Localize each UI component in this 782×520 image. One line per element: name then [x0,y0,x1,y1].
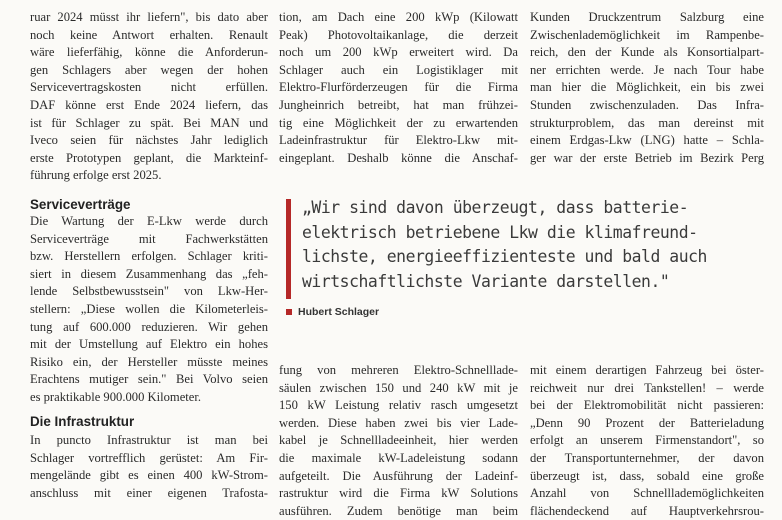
column-1-top-text [30,9,268,185]
column-1-infra-text [30,432,268,502]
text-line: fung von mehreren Elektro-Schnelllade- [279,363,518,377]
text-line: Jungheinrich betreibt, hat man frühzei- [279,97,518,112]
text-line: Zwischenlademöglichkeit im Rampenbe- [530,27,764,42]
text-line: In puncto Infrastruktur ist man bei [30,433,268,447]
text-line: Serviceverträge mit Fachwerkstätten [30,231,268,246]
text-line: lende Selbstbewusstsein" von Lkw-Her- [30,284,268,299]
text-line: ger war der erste Betrieb im Bezirk Perg [530,150,764,165]
text-line: reichweit nur drei Tankstellen! – werde [530,380,764,395]
text-line: säulen zwischen 150 und 240 kW mit je [279,380,518,395]
text-line: einem Erdgas-Lkw (LNG) hatte – Schla- [530,133,764,148]
text-line: Iveco seien für nächstes Jahr lediglich [30,133,268,148]
quote-text [302,196,754,294]
text-line: anschluss mit einer eigenen Trafosta- [30,485,268,500]
column-1-bottom-text [30,213,268,407]
text-line: ruar 2024 müsst ihr liefern", bis dato aber [30,10,268,24]
text-line: mit der Umstellung auf Elektro ein hohes [30,337,268,352]
column-2-top-text [279,9,518,167]
text-line: Elektro-Flurförderzeugen für die Firma [279,80,518,95]
text-line: noch um 200 kWp erweitert wird. Da [279,45,518,60]
text-line: erste Prototypen geplant, die Markteinf- [30,150,268,165]
text-line: überzeugt ist, dass, sobald eine große [530,468,764,483]
subheading-infrastruktur: Die Infrastruktur [30,414,135,429]
text-line: ist für Schlager zu spät. Bei MAN und [30,115,268,130]
text-line: flächendeckend auf Hauptverkehrsrou- [530,503,764,518]
text-line: rastruktur wird die Firma kW Solutions [279,486,518,501]
text-line: Anzahl von Schnelllademöglichkeiten [530,486,764,501]
text-line: „Denn 90 Prozent der Batterieladung [530,415,764,430]
column-2-bottom-text [279,362,518,520]
text-line: ausführen. Zudem benötige man beim [279,503,518,518]
text-line: werden. Diese haben zwei bis vier Lade- [279,415,518,430]
subheading-serviceverträge: Serviceverträge [30,197,131,212]
quote-author: Hubert Schlager [298,306,380,318]
quote-line: lichste, energieeffizienteste und bald auch [302,247,707,266]
text-line: stellern: „Diese wollen die Kilometerleis- [30,301,268,316]
text-line: reich, den der Kunde als Konsortialpart- [530,45,764,60]
column-3-bottom-text [530,362,764,520]
text-line: Schlager auch ein Logistiklager mit [279,62,518,77]
text-line: die maximale kW-Ladeleistung sodann [279,450,518,465]
text-line: kabel je Schnellladeeinheit, hier werden [279,433,518,448]
text-line: Die Wartung der E-Lkw werde durch [30,214,268,228]
text-line: Stunden zwischenzuladen. Das Infra- [530,97,764,112]
text-line: tung auf 600.000 reduzieren. Wir gehen [30,319,268,334]
text-line: erfolgt an unserem Firmenstandort", so [530,433,764,448]
text-line: noch keine Antwort erhalten. Renault [30,27,268,42]
text-line: 150 kW Leistung relativ rasch umgesetzt [279,398,518,413]
quote-line: „Wir sind davon überzeugt, dass batterie- [302,198,689,217]
text-line: gen Schlagers aber wegen der hohen [30,62,268,77]
pull-quote [286,196,756,330]
quote-accent-bar [286,199,291,299]
text-line: es praktikable 900.000 Kilometer. [30,389,202,404]
text-line: DAF könne erst Ende 2024 liefern, das [30,97,268,112]
text-line: Kunden Druckzentrum Salzburg eine [530,10,764,24]
text-line: Erachtens mutiger sein." Bei Volvo seien [30,372,268,387]
text-line: bei der Elektromobilität nicht passieren: [530,398,764,413]
text-line: bzw. Herstellern erfolgen. Schlager kriti- [30,249,268,264]
text-line: wäre lieferfähig, könne die Anforderun- [30,45,268,60]
text-line: aufgeteilt. Die Ausführung der Ladeinf- [279,468,518,483]
text-line: tig eine Möglichkeit der zu erwartenden [279,115,518,130]
text-line: der Transportunternehmer, der davon [530,450,764,465]
text-line: führung erfolge erst 2025. [30,168,162,183]
column-3-top-text [530,9,764,167]
text-line: Servicevertragskosten nicht erfüllen. [30,80,268,95]
text-line: Peak) Photovoltaikanlage, die derzeit [279,27,518,42]
quote-line: elektrisch betriebene Lkw die klimafreund- [302,222,698,242]
text-line: Ladeinfrastruktur für Elektro-Lkw mit- [279,133,518,148]
text-line: ner errichten werde. Je nach Tour habe [530,62,764,77]
text-line: tion, am Dach eine 200 kWp (Kilowatt [279,10,518,24]
quote-line: wirtschaftlichste Variante darstellen." [302,271,670,291]
attribution-square-icon [286,309,292,315]
text-line: mengelände gibt es einen 400 kW-Strom- [30,468,268,483]
text-line: Schlager vortrefflich gerüstet: Am Fir- [30,450,268,465]
text-line: mit einem derartigen Fahrzeug bei öster- [530,363,764,377]
text-line: Risiko ein, der Hersteller müsste meines [30,354,268,369]
text-line: strukturproblem, das man dereinst mit [530,115,764,130]
text-line: eingeplant. Deshalb könne die Anschaf- [279,150,518,165]
text-line: man hier die Möglichkeit, ein bis zwei [530,80,764,95]
text-line: siert in diesem Zusammenhang das „feh- [30,266,268,281]
